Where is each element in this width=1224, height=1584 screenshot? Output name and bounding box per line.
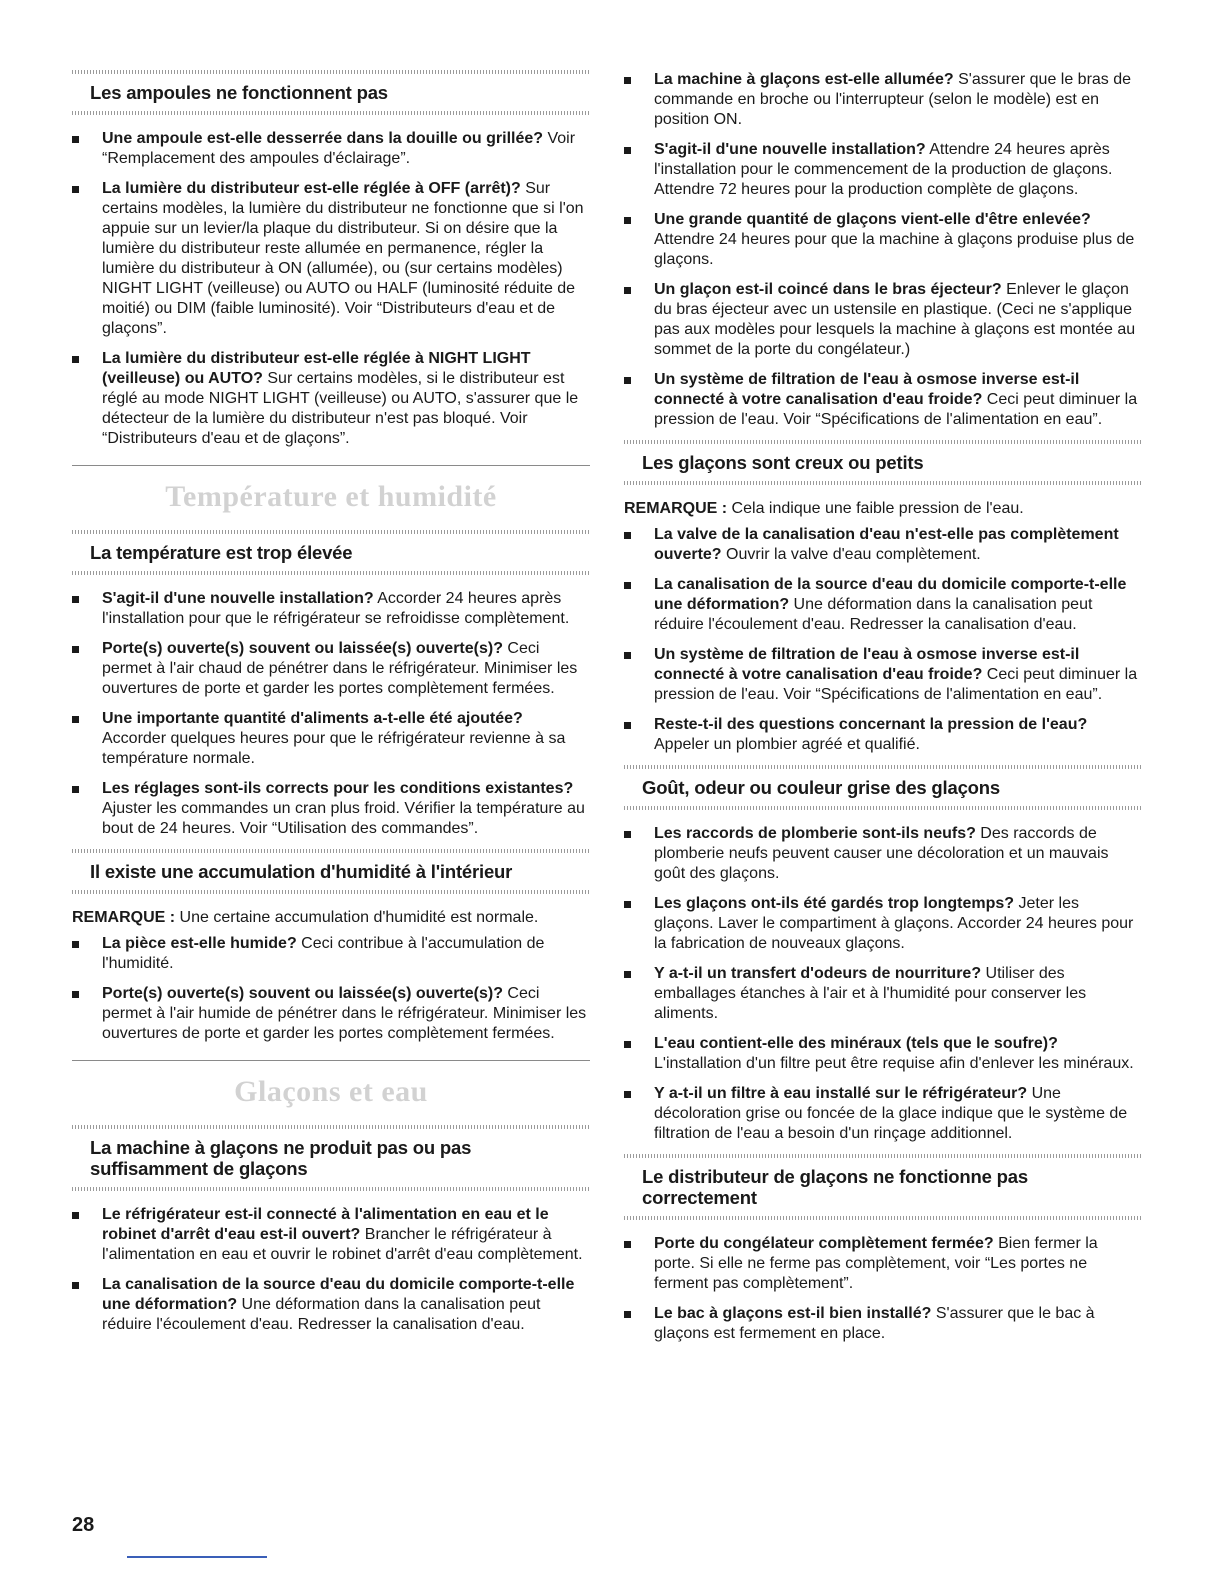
item-question: Un système de filtration de l'eau à osmose inverse est-il connecté à votre canalisation d'eau froide? bbox=[654, 371, 1080, 408]
item-answer: Attendre 24 heures après l'installation pour le commencement de la production de glaçons. Attendre 72 heures pour la production complète de glaçons. bbox=[654, 141, 1113, 198]
square-bullet-icon bbox=[72, 356, 79, 363]
square-bullet-icon bbox=[624, 831, 631, 838]
item-question: Une importante quantité d'aliments a-t-elle été ajoutée? bbox=[102, 710, 523, 727]
item-question: Une grande quantité de glaçons vient-elle d'être enlevée? bbox=[654, 211, 1091, 228]
list-item bbox=[624, 645, 1142, 705]
list-item bbox=[624, 1234, 1142, 1294]
item-question: Un système de filtration de l'eau à osmose inverse est-il connecté à votre canalisation d'eau froide? bbox=[654, 646, 1080, 683]
square-bullet-icon bbox=[624, 1041, 631, 1048]
item-question: La lumière du distributeur est-elle réglée à OFF (arrêt)? bbox=[102, 180, 521, 197]
section-ampoules bbox=[72, 70, 590, 115]
square-bullet-icon bbox=[624, 1311, 631, 1318]
item-question: Un glaçon est-il coincé dans le bras éjecteur? bbox=[654, 281, 1002, 298]
item-answer: Attendre 24 heures pour que la machine à glaçons produise plus de glaçons. bbox=[654, 231, 1135, 268]
square-bullet-icon bbox=[72, 991, 79, 998]
square-bullet-icon bbox=[72, 786, 79, 793]
category-title: Température et humidité bbox=[165, 480, 497, 513]
troubleshoot-list bbox=[624, 70, 1142, 430]
item-question: La pièce est-elle humide? bbox=[102, 935, 297, 952]
list-item bbox=[72, 639, 590, 699]
item-question: Le bac à glaçons est-il bien installé? bbox=[654, 1305, 932, 1322]
list-item bbox=[624, 70, 1142, 130]
square-bullet-icon bbox=[624, 901, 631, 908]
item-answer: Sur certains modèles, la lumière du distributeur ne fonctionne que si l'on appuie sur un levier/la plaque du distributeur. Si on désire que la lumière du distributeur reste allumée en permanence, régler la lumière du distributeur à ON (allumée), ou (sur certains modèles) NIGHT LIGHT (veilleuse) ou AUTO ou HALF (luminosité réduite de moitié) ou DIM (faible luminosité). Voir “Distributeurs d'eau et de glaçons”. bbox=[102, 180, 584, 337]
section-header bbox=[624, 1158, 1142, 1216]
item-question: Porte(s) ouverte(s) souvent ou laissée(s) ouverte(s)? bbox=[102, 985, 503, 1002]
dotted-rule bbox=[72, 111, 590, 115]
section-header bbox=[624, 769, 1142, 806]
section-title: Les glaçons sont creux ou petits bbox=[642, 452, 924, 473]
troubleshoot-list bbox=[624, 525, 1142, 755]
item-answer: L'installation d'un filtre peut être requise afin d'enlever les minéraux. bbox=[654, 1055, 1134, 1072]
square-bullet-icon bbox=[624, 582, 631, 589]
note-text: Cela indique une faible pression de l'eau. bbox=[727, 500, 1024, 517]
list-item bbox=[72, 1205, 590, 1265]
square-bullet-icon bbox=[72, 1212, 79, 1219]
square-bullet-icon bbox=[624, 287, 631, 294]
item-answer: Jeter les glaçons. Laver le compartiment à glaçons. Accorder 24 heures pour la fabrication de nouveaux glaçons. bbox=[654, 895, 1134, 952]
list-item bbox=[624, 1084, 1142, 1144]
category-temperature-humidite bbox=[72, 465, 590, 522]
square-bullet-icon bbox=[72, 136, 79, 143]
item-answer: Brancher le réfrigérateur à l'alimentation en eau et ouvrir le robinet d'arrêt d'eau complètement. bbox=[102, 1226, 583, 1263]
item-answer: Appeler un plombier agréé et qualifié. bbox=[654, 736, 920, 753]
item-answer: Ceci peut diminuer la pression de l'eau. Voir “Spécifications de l'alimentation en eau”. bbox=[654, 391, 1138, 428]
item-question: La canalisation de la source d'eau du domicile comporte-t-elle une déformation? bbox=[102, 1276, 575, 1313]
list-item bbox=[72, 779, 590, 839]
item-question: La canalisation de la source d'eau du domicile comporte-t-elle une déformation? bbox=[654, 576, 1127, 613]
list-item bbox=[624, 525, 1142, 565]
dotted-rule bbox=[624, 806, 1142, 810]
troubleshoot-list bbox=[72, 129, 590, 449]
item-answer: Bien fermer la porte. Si elle ne ferme pas complètement, voir “Les portes ne ferment pas complètement”. bbox=[654, 1235, 1098, 1292]
item-answer: S'assurer que le bras de commande en broche ou l'interrupteur (selon le modèle) est en position ON. bbox=[654, 71, 1132, 128]
troubleshoot-list bbox=[72, 934, 590, 1044]
item-question: Reste-t-il des questions concernant la pression de l'eau? bbox=[654, 716, 1088, 733]
square-bullet-icon bbox=[624, 652, 631, 659]
item-question: S'agit-il d'une nouvelle installation? bbox=[102, 590, 374, 607]
item-answer: Sur certains modèles, si le distributeur est réglé au mode NIGHT LIGHT (veilleuse) ou AUTO, s'assurer que le détecteur de la lumière du distributeur n'est pas bloqué. Voir “Distributeurs d'eau et de glaçons”. bbox=[102, 370, 579, 447]
list-item bbox=[72, 1275, 590, 1335]
item-question: Le réfrigérateur est-il connecté à l'alimentation en eau et le robinet d'arrêt d'eau est-il ouvert? bbox=[102, 1206, 549, 1243]
dotted-rule bbox=[624, 1216, 1142, 1220]
dotted-rule bbox=[72, 890, 590, 894]
square-bullet-icon bbox=[624, 1241, 631, 1248]
item-question: Y a-t-il un transfert d'odeurs de nourriture? bbox=[654, 965, 982, 982]
left-column bbox=[72, 70, 590, 1345]
item-answer: Des raccords de plomberie neufs peuvent causer une décoloration et un mauvais goût des glaçons. bbox=[654, 825, 1109, 882]
list-item bbox=[624, 140, 1142, 200]
item-question: La lumière du distributeur est-elle réglée à NIGHT LIGHT (veilleuse) ou AUTO? bbox=[102, 350, 531, 387]
item-answer: Accorder 24 heures après l'installation pour que le réfrigérateur se refroidisse complètement. bbox=[102, 590, 570, 627]
section-title: Les ampoules ne fonctionnent pas bbox=[90, 82, 388, 103]
list-item bbox=[624, 715, 1142, 755]
list-item bbox=[624, 210, 1142, 270]
square-bullet-icon bbox=[624, 1091, 631, 1098]
note-label: REMARQUE : bbox=[72, 909, 176, 926]
section-title: Le distributeur de glaçons ne fonctionne pas correctement bbox=[642, 1166, 1028, 1208]
item-answer: S'assurer que le bac à glaçons est fermement en place. bbox=[654, 1305, 1095, 1342]
section-header bbox=[624, 444, 1142, 481]
square-bullet-icon bbox=[624, 77, 631, 84]
item-answer: Ceci permet à l'air humide de pénétrer dans le réfrigérateur. Minimiser les ouvertures de porte et garder les portes complètement fermées. bbox=[102, 985, 587, 1042]
item-question: L'eau contient-elle des minéraux (tels que le soufre)? bbox=[654, 1035, 1058, 1052]
list-item bbox=[624, 894, 1142, 954]
item-question: S'agit-il d'une nouvelle installation? bbox=[654, 141, 926, 158]
list-item bbox=[72, 934, 590, 974]
troubleshoot-list bbox=[72, 1205, 590, 1335]
section-temperature bbox=[72, 530, 590, 575]
troubleshoot-list bbox=[624, 824, 1142, 1144]
dotted-rule bbox=[72, 1187, 590, 1191]
note-text: Une certaine accumulation d'humidité est normale. bbox=[175, 909, 539, 926]
item-question: Les raccords de plomberie sont-ils neufs? bbox=[654, 825, 976, 842]
square-bullet-icon bbox=[72, 596, 79, 603]
note bbox=[72, 908, 590, 928]
item-question: Porte(s) ouverte(s) souvent ou laissée(s) ouverte(s)? bbox=[102, 640, 503, 657]
list-item bbox=[72, 179, 590, 339]
section-title: La machine à glaçons ne produit pas ou pas suffisamment de glaçons bbox=[90, 1137, 472, 1179]
item-question: Y a-t-il un filtre à eau installé sur le réfrigérateur? bbox=[654, 1085, 1028, 1102]
note-label: REMARQUE : bbox=[624, 500, 728, 517]
square-bullet-icon bbox=[624, 377, 631, 384]
square-bullet-icon bbox=[72, 186, 79, 193]
item-answer: Ceci permet à l'air chaud de pénétrer dans le réfrigérateur. Minimiser les ouvertures de porte et garder les portes complètement fermées. bbox=[102, 640, 578, 697]
list-item bbox=[72, 129, 590, 169]
list-item bbox=[624, 824, 1142, 884]
page-number: 28 bbox=[72, 1514, 95, 1536]
item-answer: Utiliser des emballages étanches à l'air et à l'humidité pour conserver les aliments. bbox=[654, 965, 1087, 1022]
list-item bbox=[624, 1304, 1142, 1344]
item-answer: Une décoloration grise ou foncée de la glace indique que le système de filtration de l'eau a besoin d'un rinçage additionnel. bbox=[654, 1085, 1128, 1142]
list-item bbox=[72, 589, 590, 629]
item-answer: Ceci peut diminuer la pression de l'eau. Voir “Spécifications de l'alimentation en eau”. bbox=[654, 666, 1138, 703]
square-bullet-icon bbox=[72, 646, 79, 653]
list-item bbox=[72, 709, 590, 769]
list-item bbox=[624, 280, 1142, 360]
category-title: Glaçons et eau bbox=[234, 1075, 428, 1108]
item-question: La valve de la canalisation d'eau n'est-elle pas complètement ouverte? bbox=[654, 526, 1119, 563]
square-bullet-icon bbox=[624, 722, 631, 729]
square-bullet-icon bbox=[624, 532, 631, 539]
square-bullet-icon bbox=[624, 217, 631, 224]
square-bullet-icon bbox=[624, 147, 631, 154]
square-bullet-icon bbox=[72, 941, 79, 948]
list-item bbox=[624, 370, 1142, 430]
square-bullet-icon bbox=[624, 971, 631, 978]
item-answer: Voir “Remplacement des ampoules d'éclairage”. bbox=[102, 130, 576, 167]
section-glacons-creux bbox=[624, 440, 1142, 485]
section-machine-glacons bbox=[72, 1125, 590, 1191]
section-header bbox=[72, 74, 590, 111]
item-question: Les glaçons ont-ils été gardés trop longtemps? bbox=[654, 895, 1015, 912]
right-column bbox=[624, 70, 1142, 1354]
list-item bbox=[624, 964, 1142, 1024]
section-title: La température est trop élevée bbox=[90, 542, 353, 563]
item-answer: Une déformation dans la canalisation peut réduire l'écoulement d'eau. Redresser la canalisation d'eau. bbox=[654, 596, 1093, 633]
section-title: Il existe une accumulation d'humidité à l'intérieur bbox=[90, 861, 513, 882]
list-item bbox=[72, 349, 590, 449]
square-bullet-icon bbox=[72, 1282, 79, 1289]
item-answer: Enlever le glaçon du bras éjecteur avec un ustensile en plastique. (Ceci ne s'applique pas aux modèles pour lesquels la machine à glaçons est montée au sommet de la porte du congélateur.) bbox=[654, 281, 1136, 358]
list-item bbox=[624, 575, 1142, 635]
category-glacons-eau bbox=[72, 1060, 590, 1117]
section-header bbox=[72, 1129, 590, 1187]
section-gout-odeur bbox=[624, 765, 1142, 810]
troubleshoot-list bbox=[72, 589, 590, 839]
item-question: Porte du congélateur complètement fermée? bbox=[654, 1235, 994, 1252]
section-distributeur-glacons bbox=[624, 1154, 1142, 1220]
item-answer: Une déformation dans la canalisation peut réduire l'écoulement d'eau. Redresser la canalisation d'eau. bbox=[102, 1296, 541, 1333]
dotted-rule bbox=[624, 481, 1142, 485]
footer-rule bbox=[127, 1556, 267, 1558]
section-title: Goût, odeur ou couleur grise des glaçons bbox=[642, 777, 1000, 798]
item-answer: Ceci contribue à l'accumulation de l'humidité. bbox=[102, 935, 545, 972]
item-answer: Accorder quelques heures pour que le réfrigérateur revienne à sa température normale. bbox=[102, 730, 566, 767]
list-item bbox=[72, 984, 590, 1044]
item-question: Une ampoule est-elle desserrée dans la douille ou grillée? bbox=[102, 130, 544, 147]
item-question: Les réglages sont-ils corrects pour les conditions existantes? bbox=[102, 780, 574, 797]
item-question: La machine à glaçons est-elle allumée? bbox=[654, 71, 954, 88]
list-item bbox=[624, 1034, 1142, 1074]
item-answer: Ouvrir la valve d'eau complètement. bbox=[721, 546, 981, 563]
square-bullet-icon bbox=[72, 716, 79, 723]
item-answer: Ajuster les commandes un cran plus froid. Vérifier la température au bout de 24 heures. Voir “Utilisation des commandes”. bbox=[102, 800, 585, 837]
section-humidite bbox=[72, 849, 590, 894]
section-header bbox=[72, 853, 590, 890]
section-header bbox=[72, 534, 590, 571]
dotted-rule bbox=[72, 571, 590, 575]
note bbox=[624, 499, 1142, 519]
troubleshoot-list bbox=[624, 1234, 1142, 1344]
